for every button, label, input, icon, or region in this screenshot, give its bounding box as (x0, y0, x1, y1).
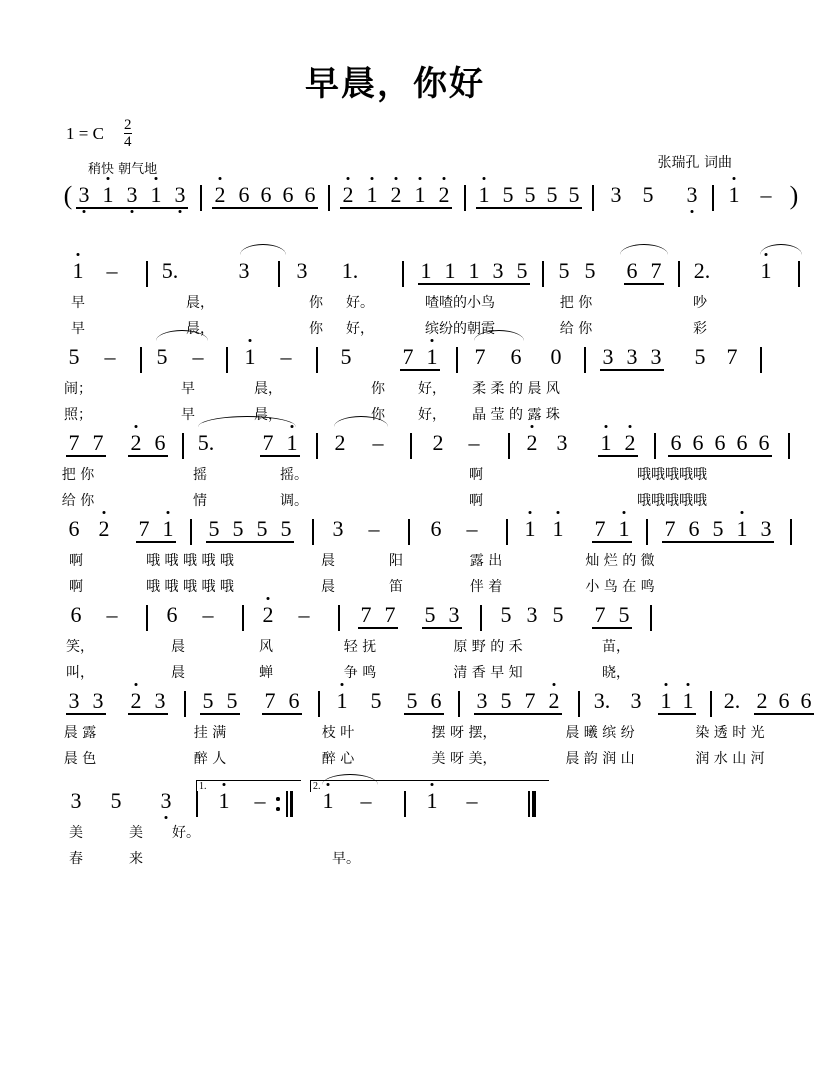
note: 1 (728, 182, 740, 207)
page-title: 早晨，你好 (305, 64, 485, 104)
note: 1 (478, 182, 490, 207)
lyric-row-verse1: 啊 哦 哦 哦 哦 哦 晨 阳 露 出 灿 烂 的 微 (69, 553, 655, 569)
lyric-row-verse2: 啊 哦 哦 哦 哦 哦 晨 笛 伴 着 小 鸟 在 鸣 (69, 579, 655, 595)
barline (650, 605, 652, 631)
note: 3 (610, 182, 622, 207)
note: 5 (406, 688, 418, 713)
note: 0 (550, 344, 562, 369)
note: – (372, 430, 384, 455)
note: 1 (468, 258, 480, 283)
tempo-expression: 稍快 朝气地 (88, 162, 158, 177)
system-7 (60, 688, 812, 774)
note: 1 (336, 688, 348, 713)
barline (184, 691, 186, 717)
barline (508, 433, 510, 459)
note: 1 (366, 182, 378, 207)
barline (338, 605, 340, 631)
note-row (60, 688, 812, 722)
barline (242, 605, 244, 631)
note: 5 (500, 602, 512, 627)
note: – (368, 516, 380, 541)
barline (182, 433, 184, 459)
barline (312, 519, 314, 545)
note-row (60, 430, 770, 464)
note: 3 (476, 688, 488, 713)
note: 2 (432, 430, 444, 455)
note: 7 (650, 258, 662, 283)
note: 5 (156, 344, 168, 369)
system-1-intro (60, 181, 799, 216)
note: 3 (686, 182, 698, 207)
note: 6 (304, 182, 316, 207)
note: 3 (626, 344, 638, 369)
note: – (298, 602, 310, 627)
note: 1 (736, 516, 748, 541)
note: 2. (723, 688, 741, 713)
note: 2 (548, 688, 560, 713)
note: 3 (238, 258, 250, 283)
note: – (760, 182, 772, 207)
note: 5 (712, 516, 724, 541)
note: 2 (214, 182, 226, 207)
barline (464, 185, 466, 211)
barline (584, 347, 586, 373)
note: 5 (68, 344, 80, 369)
note: 1 (426, 788, 438, 813)
note: 3 (68, 688, 80, 713)
note: 3 (760, 516, 772, 541)
note: 2 (526, 430, 538, 455)
barline (316, 433, 318, 459)
note-row (60, 602, 732, 636)
barline (542, 261, 544, 287)
lyric-row-verse2: 照； 早 晨， 你 好， 晶 莹 的 露 珠 (64, 407, 560, 423)
note: 5 (280, 516, 292, 541)
note: 1 (102, 182, 114, 207)
system-3 (60, 344, 738, 430)
note: 2 (390, 182, 402, 207)
system-2 (60, 258, 772, 344)
intro-close-paren: ) (789, 181, 799, 210)
note-row (60, 788, 732, 822)
note: 2 (98, 516, 110, 541)
note: 6 (510, 344, 522, 369)
note: 7 (384, 602, 396, 627)
lyric-row-verse2: 晨 色 醉 人 醉 心 美 呀 美， 晨 韵 润 山 润 水 山 河 (63, 751, 765, 767)
lyric-row-verse1: 早 晨， 你 好。 喳喳的小鸟 把 你 吵 (71, 295, 707, 311)
barline (200, 185, 202, 211)
barline (146, 605, 148, 631)
note: 7 (594, 602, 606, 627)
note: 1 (162, 516, 174, 541)
note: 1 (286, 430, 298, 455)
note: 2 (342, 182, 354, 207)
lyric-row-verse2: 早 晨， 你 好， 缤纷的朝霞 给 你 彩 (71, 321, 707, 337)
note: 5 (516, 258, 528, 283)
note: 5 (524, 182, 536, 207)
barline (712, 185, 714, 211)
note: 6 (238, 182, 250, 207)
note: 7 (524, 688, 536, 713)
note: – (192, 344, 204, 369)
barline (318, 691, 320, 717)
note: 1 (150, 182, 162, 207)
note: 5. (197, 430, 215, 455)
barline (140, 347, 142, 373)
barline (410, 433, 412, 459)
note: 2. (693, 258, 711, 283)
key-signature: 1 = C (66, 124, 104, 143)
barline (226, 347, 228, 373)
note: 5 (558, 258, 570, 283)
note: 1 (600, 430, 612, 455)
barline (788, 433, 790, 459)
barline (456, 347, 458, 373)
barline (190, 519, 192, 545)
note: 7 (594, 516, 606, 541)
note-row (60, 516, 772, 550)
meter-numerator: 2 (124, 117, 132, 133)
note: 6 (430, 516, 442, 541)
note: 3. (593, 688, 611, 713)
note: 6 (778, 688, 790, 713)
note: 6 (68, 516, 80, 541)
note: 7 (402, 344, 414, 369)
note: 7 (360, 602, 372, 627)
note: 5 (568, 182, 580, 207)
lyric-row-verse1: 闹； 早 晨， 你 好， 柔 柔 的 晨 风 (64, 381, 560, 397)
note: 1 (322, 788, 334, 813)
barline (328, 185, 330, 211)
note: 3 (296, 258, 308, 283)
barline (278, 261, 280, 287)
barline (654, 433, 656, 459)
note: 3 (492, 258, 504, 283)
note: 6 (430, 688, 442, 713)
note: 6 (626, 258, 638, 283)
note: 7 (664, 516, 676, 541)
note: 6 (166, 602, 178, 627)
note: 7 (262, 430, 274, 455)
note: 3 (160, 788, 172, 813)
lyric-row-verse1: 美 美 好。 (69, 825, 200, 841)
lyric-row-verse2: 给 你 情 调。 啊 哦哦哦哦哦 (61, 493, 707, 509)
note-row (60, 181, 799, 216)
note: 5 (208, 516, 220, 541)
volta-2-bracket: 2. (310, 780, 549, 792)
note: 1 (760, 258, 772, 283)
note: 3 (602, 344, 614, 369)
system-6 (60, 602, 732, 688)
note: 5 (424, 602, 436, 627)
note: 6 (758, 430, 770, 455)
lyric-row-verse1: 笑， 晨 风 轻 抚 原 野 的 禾 苗， (66, 639, 630, 655)
note: 2 (756, 688, 768, 713)
note: 5. (161, 258, 179, 283)
note: 5 (340, 344, 352, 369)
note: 5 (232, 516, 244, 541)
note: 5 (202, 688, 214, 713)
note: 1 (524, 516, 536, 541)
note: 6 (260, 182, 272, 207)
note: 3 (154, 688, 166, 713)
barline (760, 347, 762, 373)
barline (146, 261, 148, 287)
note: 3 (448, 602, 460, 627)
note: – (254, 788, 266, 813)
note: 5 (500, 688, 512, 713)
note: 6 (670, 430, 682, 455)
system-5 (60, 516, 772, 602)
note: 5 (618, 602, 630, 627)
note: 7 (474, 344, 486, 369)
note: 6 (154, 430, 166, 455)
note: 3 (78, 182, 90, 207)
note: 7 (138, 516, 150, 541)
note: 1 (426, 344, 438, 369)
note: 3 (332, 516, 344, 541)
note: 3 (126, 182, 138, 207)
note: 5 (584, 258, 596, 283)
note: 6 (288, 688, 300, 713)
barline (592, 185, 594, 211)
note: 2 (438, 182, 450, 207)
note: 1 (218, 788, 230, 813)
note: 6 (692, 430, 704, 455)
note: 7 (264, 688, 276, 713)
barline (798, 261, 800, 287)
note: 2 (334, 430, 346, 455)
note: 1 (682, 688, 694, 713)
note: 1 (72, 258, 84, 283)
note: – (466, 516, 478, 541)
note: 3 (70, 788, 82, 813)
note: 1 (660, 688, 672, 713)
note: 3 (92, 688, 104, 713)
barline (402, 261, 404, 287)
note: 1 (414, 182, 426, 207)
system-8 (60, 774, 732, 874)
barline (506, 519, 508, 545)
barline (578, 691, 580, 717)
note: 6 (714, 430, 726, 455)
note: – (360, 788, 372, 813)
note: 1 (420, 258, 432, 283)
note: 5 (552, 602, 564, 627)
note: – (466, 788, 478, 813)
note: 5 (694, 344, 706, 369)
time-signature (124, 118, 132, 150)
note: 5 (370, 688, 382, 713)
note: 6 (688, 516, 700, 541)
note: 1. (341, 258, 359, 283)
lyric-row-verse1: 晨 露 挂 满 枝 叶 摆 呀 摆， 晨 曦 缤 纷 染 透 时 光 (63, 725, 765, 741)
note: 1 (444, 258, 456, 283)
volta-1-bracket: 1. (196, 780, 301, 792)
note: 3 (630, 688, 642, 713)
note: 5 (226, 688, 238, 713)
note: 3 (650, 344, 662, 369)
system-4 (60, 430, 770, 516)
note: 5 (546, 182, 558, 207)
note: – (202, 602, 214, 627)
barline (710, 691, 712, 717)
note: 2 (624, 430, 636, 455)
barline (458, 691, 460, 717)
barline (404, 791, 406, 817)
meter-denominator: 4 (124, 134, 132, 150)
note: – (106, 602, 118, 627)
note: 2 (262, 602, 274, 627)
note: 7 (726, 344, 738, 369)
note: – (280, 344, 292, 369)
note: 6 (800, 688, 812, 713)
barline (678, 261, 680, 287)
note: 6 (70, 602, 82, 627)
barline (316, 347, 318, 373)
lyric-row-verse2: 叫， 晨 蝉 争 鸣 清 香 早 知 晓， (66, 665, 630, 681)
barline (408, 519, 410, 545)
note: 5 (502, 182, 514, 207)
composer-credit: 张瑞孔 词曲 (657, 155, 732, 171)
lyric-row-verse2: 春 来 早。 (69, 851, 360, 867)
barline (196, 791, 198, 817)
note: 1 (618, 516, 630, 541)
note: 3 (526, 602, 538, 627)
barline (480, 605, 482, 631)
note: 1 (244, 344, 256, 369)
note: 3 (556, 430, 568, 455)
note-row (60, 258, 772, 292)
barline (646, 519, 648, 545)
note: 3 (174, 182, 186, 207)
note: 1 (552, 516, 564, 541)
note: 5 (256, 516, 268, 541)
note: 5 (642, 182, 654, 207)
barline (790, 519, 792, 545)
note: 2 (130, 688, 142, 713)
note: – (468, 430, 480, 455)
note: 7 (92, 430, 104, 455)
note-row (60, 344, 738, 378)
lyric-row-verse1: 把 你 摇 摇。 啊 哦哦哦哦哦 (61, 467, 707, 483)
note: 2 (130, 430, 142, 455)
note: 5 (110, 788, 122, 813)
note: 6 (736, 430, 748, 455)
note: – (106, 258, 118, 283)
intro-open-paren: ( (63, 181, 73, 210)
note: 6 (282, 182, 294, 207)
note: – (104, 344, 116, 369)
note: 7 (68, 430, 80, 455)
